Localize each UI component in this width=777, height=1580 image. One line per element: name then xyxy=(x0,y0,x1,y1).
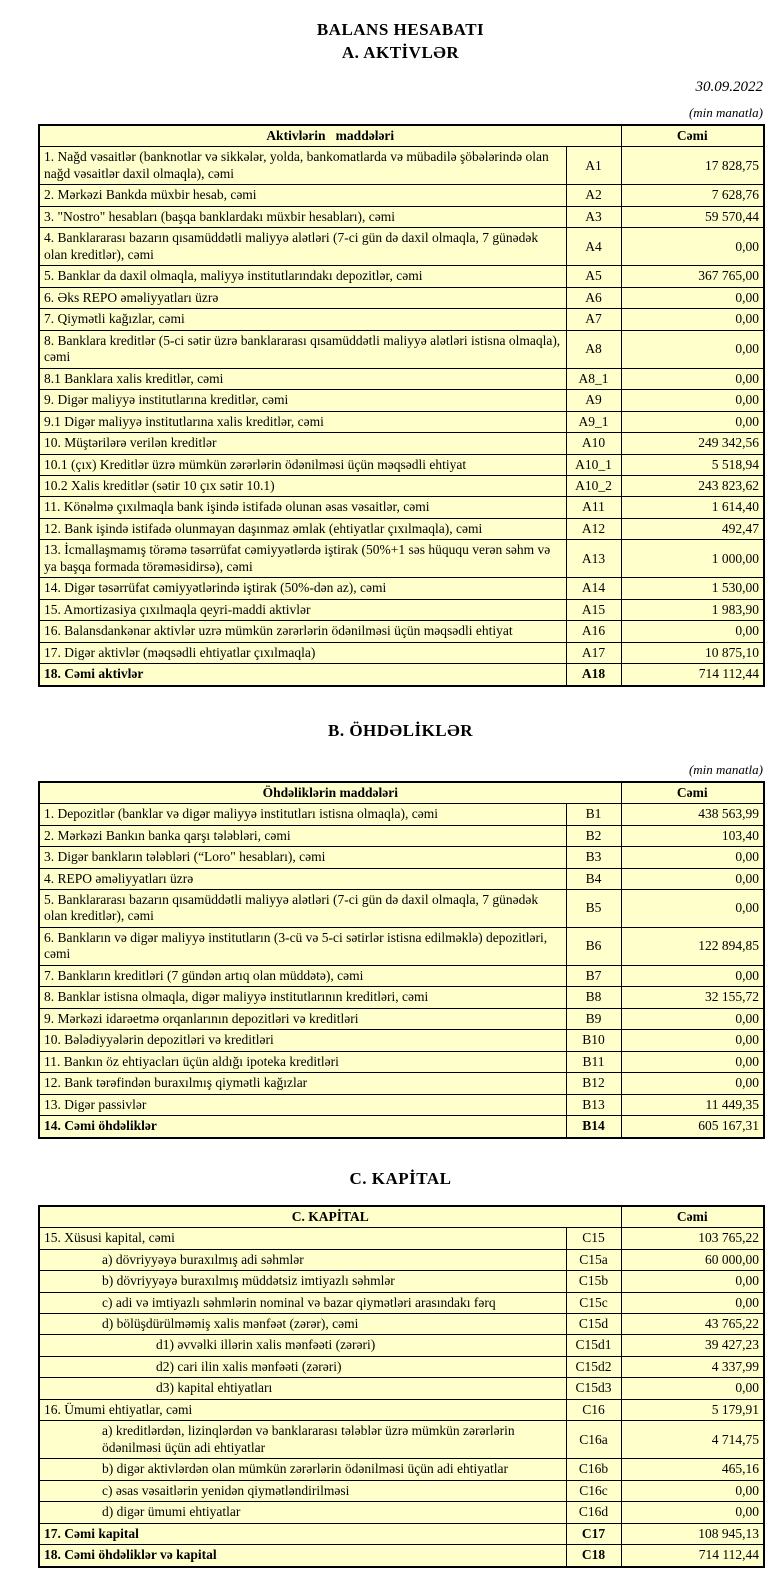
row-label: 9.1 Digər maliyyə institutlarına xalis kreditlər, cəmi xyxy=(39,411,566,432)
section-b-header xyxy=(38,719,763,742)
table-row xyxy=(39,287,764,308)
table-row xyxy=(39,642,764,663)
row-code: B14 xyxy=(566,1116,621,1138)
table-row xyxy=(39,147,764,185)
row-code: A1 xyxy=(566,147,621,185)
row-label: 2. Mərkəzi Bankın banka qarşı tələbləri, cəmi xyxy=(39,825,566,846)
row-value: 0,00 xyxy=(621,1051,764,1072)
row-code: C15d3 xyxy=(566,1378,621,1399)
row-value: 10 875,10 xyxy=(621,642,764,663)
row-value: 0,00 xyxy=(621,1073,764,1094)
row-value: 0,00 xyxy=(621,390,764,411)
row-value: 5 518,94 xyxy=(621,454,764,475)
row-value: 0,00 xyxy=(621,309,764,330)
report-header xyxy=(38,18,763,64)
row-value: 0,00 xyxy=(621,847,764,868)
row-code: A8_1 xyxy=(566,368,621,389)
row-code: A17 xyxy=(566,642,621,663)
row-code: C15d xyxy=(566,1313,621,1334)
table-row xyxy=(39,1502,764,1523)
table-row xyxy=(39,578,764,599)
row-label: 18. Cəmi öhdəliklər və kapital xyxy=(39,1545,566,1567)
assets-table-header-label: Aktivlərin maddələri xyxy=(39,125,621,147)
row-label: 5. Banklar da daxil olmaqla, maliyyə institutlarındakı depozitlər, cəmi xyxy=(39,266,566,287)
row-label: 9. Mərkəzi idarəetmə orqanlarının depozitləri və kreditləri xyxy=(39,1008,566,1029)
table-row xyxy=(39,1545,764,1567)
row-label: d2) cari ilin xalis mənfəəti (zərəri) xyxy=(39,1356,566,1377)
table-row xyxy=(39,497,764,518)
row-code: C16b xyxy=(566,1459,621,1480)
row-value: 7 628,76 xyxy=(621,185,764,206)
row-label: 1. Depozitlər (banklar və digər maliyyə institutları istisna olmaqla), cəmi xyxy=(39,804,566,825)
table-row xyxy=(39,518,764,539)
row-code: B9 xyxy=(566,1008,621,1029)
row-label: 8.1 Banklara xalis kreditlər, cəmi xyxy=(39,368,566,389)
row-value: 438 563,99 xyxy=(621,804,764,825)
row-label: 10.1 (çıx) Kreditlər üzrə mümkün zərərlərin ödənilməsi üçün məqsədli ehtiyat xyxy=(39,454,566,475)
row-label: 14. Digər təsərrüfat cəmiyyətlərində iştirak (50%-dən az), cəmi xyxy=(39,578,566,599)
row-label: 7. Bankların kreditləri (7 gündən artıq olan müddətə), cəmi xyxy=(39,965,566,986)
assets-table xyxy=(38,124,765,687)
table-row xyxy=(39,965,764,986)
row-value: 5 179,91 xyxy=(621,1399,764,1420)
table-row xyxy=(39,454,764,475)
row-label: 1. Nağd vəsaitlər (banknotlar və sikkələr, yolda, bankomatlarda və mübadilə şöbələrində olan nağd vəsaitlər daxil olmaqla), cəmi xyxy=(39,147,566,185)
row-value: 0,00 xyxy=(621,1502,764,1523)
row-value: 0,00 xyxy=(621,621,764,642)
row-label: c) adi və imtiyazlı səhmlərin nominal və bazar qiymətləri arasındakı fərq xyxy=(39,1292,566,1313)
row-label: 10. Bələdiyyələrin depozitləri və kreditləri xyxy=(39,1030,566,1051)
row-label: a) kreditlərdən, lizinqlərdən və banklararası tələblər üzrə mümkün zərərlərin ödənilməsi üçün adi ehtiyatlar xyxy=(39,1421,566,1459)
row-label: 15. Amortizasiya çıxılmaqla qeyri-maddi aktivlər xyxy=(39,599,566,620)
row-label: 5. Banklararası bazarın qısamüddətli maliyyə alətləri (7-ci gün də daxil olmaqla, 7 günədək olan kreditlər), cəmi xyxy=(39,890,566,928)
row-label: 4. REPO əməliyyatları üzrə xyxy=(39,868,566,889)
row-value: 0,00 xyxy=(621,1480,764,1501)
row-code: A8 xyxy=(566,330,621,368)
row-label: b) dövriyyəyə buraxılmış müddətsiz imtiyazlı səhmlər xyxy=(39,1271,566,1292)
table-row xyxy=(39,368,764,389)
row-code: A10_1 xyxy=(566,454,621,475)
table-row xyxy=(39,1030,764,1051)
capital-table-header-label: C. KAPİTAL xyxy=(39,1206,621,1228)
row-value: 714 112,44 xyxy=(621,1545,764,1567)
row-code: A7 xyxy=(566,309,621,330)
row-label: 11. Bankın öz ehtiyacları üçün aldığı ipoteka kreditləri xyxy=(39,1051,566,1072)
row-label: 18. Cəmi aktivlər xyxy=(39,664,566,686)
row-label: 3. Digər bankların tələbləri (“Loro" hesabları), cəmi xyxy=(39,847,566,868)
unit-note-b: (min manatla) xyxy=(688,761,763,777)
row-value: 11 449,35 xyxy=(621,1094,764,1115)
capital-table-header-value: Cəmi xyxy=(621,1206,764,1228)
row-code: B13 xyxy=(566,1094,621,1115)
table-row xyxy=(39,1378,764,1399)
row-code: B6 xyxy=(566,927,621,965)
row-code: B8 xyxy=(566,987,621,1008)
row-label: 7. Qiymətli kağızlar, cəmi xyxy=(39,309,566,330)
table-row xyxy=(39,804,764,825)
row-code: C15d2 xyxy=(566,1356,621,1377)
table-row xyxy=(39,1008,764,1029)
row-code: A11 xyxy=(566,497,621,518)
row-label: 3. "Nostro" hesabları (başqa banklardakı müxbir hesabları), cəmi xyxy=(39,206,566,227)
row-label: 9. Digər maliyyə institutlarına kreditlər, cəmi xyxy=(39,390,566,411)
row-code: B12 xyxy=(566,1073,621,1094)
row-value: 60 000,00 xyxy=(621,1249,764,1270)
row-label: 15. Xüsusi kapital, cəmi xyxy=(39,1228,566,1249)
table-row xyxy=(39,1459,764,1480)
row-code: B11 xyxy=(566,1051,621,1072)
row-code: A4 xyxy=(566,228,621,266)
row-code: B1 xyxy=(566,804,621,825)
row-code: A9_1 xyxy=(566,411,621,432)
row-label: d3) kapital ehtiyatları xyxy=(39,1378,566,1399)
table-row xyxy=(39,411,764,432)
row-value: 367 765,00 xyxy=(621,266,764,287)
table-row xyxy=(39,1335,764,1356)
row-code: A10 xyxy=(566,433,621,454)
table-row xyxy=(39,987,764,1008)
table-row xyxy=(39,1292,764,1313)
liabilities-table-header-label: Öhdəliklərin maddələri xyxy=(39,782,621,804)
row-label: 17. Cəmi kapital xyxy=(39,1523,566,1544)
row-value: 249 342,56 xyxy=(621,433,764,454)
row-label: b) digər aktivlərdən olan mümkün zərərlərin ödənilməsi üçün adi ehtiyatlar xyxy=(39,1459,566,1480)
liabilities-table-header-value: Cəmi xyxy=(621,782,764,804)
row-value: 0,00 xyxy=(621,890,764,928)
row-label: 11. Könəlmə çıxılmaqla bank işində istifadə olunan əsas vəsaitlər, cəmi xyxy=(39,497,566,518)
row-value: 0,00 xyxy=(621,228,764,266)
row-label: 6. Bankların və digər maliyyə institutların (3-cü və 5-ci sətirlər istisna edilməklə) depozitləri, cəmi xyxy=(39,927,566,965)
row-code: B3 xyxy=(566,847,621,868)
capital-table xyxy=(38,1205,765,1568)
row-label: 10.2 Xalis kreditlər (sətir 10 çıx sətir 10.1) xyxy=(39,475,566,496)
table-row xyxy=(39,540,764,578)
row-code: B10 xyxy=(566,1030,621,1051)
row-value: 0,00 xyxy=(621,330,764,368)
table-row xyxy=(39,927,764,965)
table-row xyxy=(39,185,764,206)
row-value: 492,47 xyxy=(621,518,764,539)
report-date: 30.09.2022 xyxy=(695,79,763,95)
table-row xyxy=(39,309,764,330)
row-code: A12 xyxy=(566,518,621,539)
row-code: A6 xyxy=(566,287,621,308)
row-code: C17 xyxy=(566,1523,621,1544)
row-code: B4 xyxy=(566,868,621,889)
row-code: C15b xyxy=(566,1271,621,1292)
page-title: BALANS HESABATI xyxy=(316,20,485,39)
row-value: 1 000,00 xyxy=(621,540,764,578)
row-value: 1 983,90 xyxy=(621,599,764,620)
row-value: 714 112,44 xyxy=(621,664,764,686)
table-row xyxy=(39,847,764,868)
row-value: 605 167,31 xyxy=(621,1116,764,1138)
table-row xyxy=(39,1228,764,1249)
row-label: 8. Banklar istisna olmaqla, digər maliyyə institutlarının kreditləri, cəmi xyxy=(39,987,566,1008)
row-code: B2 xyxy=(566,825,621,846)
table-row xyxy=(39,1399,764,1420)
row-code: C15 xyxy=(566,1228,621,1249)
row-label: d) digər ümumi ehtiyatlar xyxy=(39,1502,566,1523)
row-value: 0,00 xyxy=(621,1292,764,1313)
table-row xyxy=(39,475,764,496)
table-row xyxy=(39,1094,764,1115)
row-value: 1 530,00 xyxy=(621,578,764,599)
row-code: C16a xyxy=(566,1421,621,1459)
row-value: 103 765,22 xyxy=(621,1228,764,1249)
section-c-title: C. KAPİTAL xyxy=(349,1168,452,1188)
row-value: 0,00 xyxy=(621,1378,764,1399)
row-label: 6. Əks REPO əməliyyatları üzrə xyxy=(39,287,566,308)
row-label: 17. Digər aktivlər (məqsədli ehtiyatlar çıxılmaqla) xyxy=(39,642,566,663)
liabilities-table xyxy=(38,781,765,1139)
row-code: C15c xyxy=(566,1292,621,1313)
assets-table-header-value: Cəmi xyxy=(621,125,764,147)
row-value: 39 427,23 xyxy=(621,1335,764,1356)
row-label: 12. Bank tərəfindən buraxılmış qiymətli kağızlar xyxy=(39,1073,566,1094)
row-value: 0,00 xyxy=(621,1271,764,1292)
table-row xyxy=(39,664,764,686)
table-row xyxy=(39,1523,764,1544)
row-value: 0,00 xyxy=(621,368,764,389)
table-row xyxy=(39,1480,764,1501)
table-row xyxy=(39,390,764,411)
row-value: 32 155,72 xyxy=(621,987,764,1008)
assets-table-header-row xyxy=(39,125,764,147)
row-label: 10. Müştərilərə verilən kreditlər xyxy=(39,433,566,454)
row-value: 0,00 xyxy=(621,965,764,986)
row-value: 103,40 xyxy=(621,825,764,846)
table-row xyxy=(39,433,764,454)
row-label: 8. Banklara kreditlər (5-ci sətir üzrə banklararası qısamüddətli maliyyə alətləri istisna olmaqla), cəmi xyxy=(39,330,566,368)
row-value: 243 823,62 xyxy=(621,475,764,496)
row-code: A13 xyxy=(566,540,621,578)
row-value: 59 570,44 xyxy=(621,206,764,227)
table-row xyxy=(39,1356,764,1377)
row-value: 0,00 xyxy=(621,1008,764,1029)
table-row xyxy=(39,330,764,368)
row-code: A16 xyxy=(566,621,621,642)
table-row xyxy=(39,1073,764,1094)
row-value: 122 894,85 xyxy=(621,927,764,965)
row-value: 465,16 xyxy=(621,1459,764,1480)
row-code: C15d1 xyxy=(566,1335,621,1356)
table-row xyxy=(39,206,764,227)
table-row xyxy=(39,1421,764,1459)
table-row xyxy=(39,890,764,928)
unit-note-a: (min manatla) xyxy=(688,105,763,120)
row-value: 0,00 xyxy=(621,411,764,432)
table-row xyxy=(39,1313,764,1334)
row-value: 4 714,75 xyxy=(621,1421,764,1459)
row-label: 16. Ümumi ehtiyatlar, cəmi xyxy=(39,1399,566,1420)
row-code: C15a xyxy=(566,1249,621,1270)
row-code: C16 xyxy=(566,1399,621,1420)
liabilities-table-header-row xyxy=(39,782,764,804)
row-code: B5 xyxy=(566,890,621,928)
row-label: 14. Cəmi öhdəliklər xyxy=(39,1116,566,1138)
table-row xyxy=(39,228,764,266)
row-value: 1 614,40 xyxy=(621,497,764,518)
row-value: 0,00 xyxy=(621,287,764,308)
row-code: B7 xyxy=(566,965,621,986)
row-value: 0,00 xyxy=(621,868,764,889)
table-row xyxy=(39,868,764,889)
table-row xyxy=(39,266,764,287)
table-row xyxy=(39,599,764,620)
row-value: 4 337,99 xyxy=(621,1356,764,1377)
table-row xyxy=(39,1249,764,1270)
row-code: A10_2 xyxy=(566,475,621,496)
row-value: 0,00 xyxy=(621,1030,764,1051)
row-label: 4. Banklararası bazarın qısamüddətli maliyyə alətləri (7-ci gün də daxil olmaqla, 7 günədək olan kreditlər), cəmi xyxy=(39,228,566,266)
section-b-title: B. ÖHDƏLİKLƏR xyxy=(328,720,473,740)
row-label: d1) əvvəlki illərin xalis mənfəəti (zərəri) xyxy=(39,1335,566,1356)
row-code: A5 xyxy=(566,266,621,287)
row-label: 13. Digər passivlər xyxy=(39,1094,566,1115)
section-c-header xyxy=(38,1167,763,1190)
row-label: 12. Bank işində istifadə olunmayan daşınmaz əmlak (ehtiyatlar çıxılmaqla), cəmi xyxy=(39,518,566,539)
row-code: C16d xyxy=(566,1502,621,1523)
row-code: A15 xyxy=(566,599,621,620)
row-value: 43 765,22 xyxy=(621,1313,764,1334)
row-label: 16. Balansdankənar aktivlər uzrə mümkün zərərlərin ödənilməsi üçün məqsədli ehtiyat xyxy=(39,621,566,642)
table-row xyxy=(39,825,764,846)
row-code: A3 xyxy=(566,206,621,227)
row-label: d) bölüşdürülməmiş xalis mənfəət (zərər), cəmi xyxy=(39,1313,566,1334)
table-row xyxy=(39,621,764,642)
row-label: c) əsas vəsaitlərin yenidən qiymətləndirilməsi xyxy=(39,1480,566,1501)
table-row xyxy=(39,1051,764,1072)
row-label: 2. Mərkəzi Bankda müxbir hesab, cəmi xyxy=(39,185,566,206)
section-a-title: A. AKTİVLƏR xyxy=(341,43,460,62)
row-code: A14 xyxy=(566,578,621,599)
row-value: 17 828,75 xyxy=(621,147,764,185)
row-label: 13. İcmallaşmamış törəmə təsərrüfat cəmiyyətlərdə iştirak (50%+1 səs hüququ verən səhm və ya başqa formada törəməsidirsə), cəmi xyxy=(39,540,566,578)
row-code: A9 xyxy=(566,390,621,411)
row-value: 108 945,13 xyxy=(621,1523,764,1544)
table-row xyxy=(39,1271,764,1292)
row-code: C16c xyxy=(566,1480,621,1501)
capital-table-header-row xyxy=(39,1206,764,1228)
row-label: a) dövriyyəyə buraxılmış adi səhmlər xyxy=(39,1249,566,1270)
row-code: C18 xyxy=(566,1545,621,1567)
row-code: A18 xyxy=(566,664,621,686)
row-code: A2 xyxy=(566,185,621,206)
table-row xyxy=(39,1116,764,1138)
